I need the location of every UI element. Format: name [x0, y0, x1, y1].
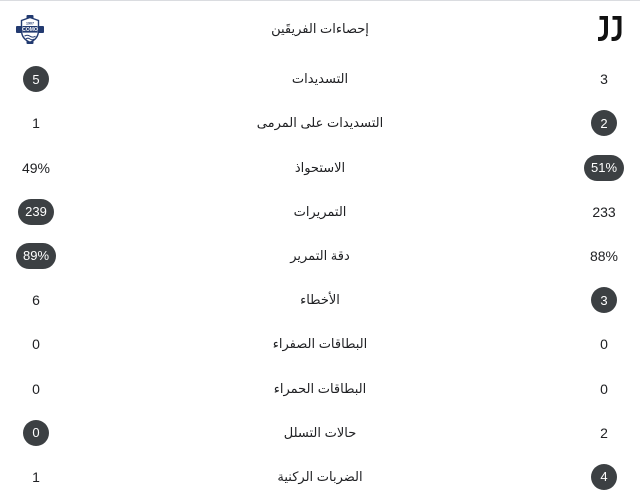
- right-value-text: 2: [600, 424, 608, 441]
- stat-label: البطاقات الصفراء: [272, 336, 368, 352]
- right-team-value: [568, 155, 640, 181]
- stat-row: [0, 411, 640, 455]
- right-team-value: [568, 464, 640, 490]
- stat-label: حالات التسلل: [283, 424, 357, 440]
- stat-label: التمريرات: [293, 203, 347, 219]
- stat-row: [0, 145, 640, 189]
- left-value-text: 49%: [21, 159, 51, 176]
- left-team-value: [0, 420, 72, 446]
- stat-label: التسديدات: [291, 71, 349, 87]
- stat-row: [0, 455, 640, 498]
- svg-text:COMO: COMO: [22, 26, 38, 33]
- right-team-value: [568, 287, 640, 313]
- right-value-text: 88%: [589, 247, 619, 264]
- left-team-value: [0, 66, 72, 92]
- stat-row: [0, 366, 640, 410]
- left-value-text: 6: [32, 292, 40, 309]
- right-value-text: 2: [591, 110, 617, 136]
- right-team-value: [568, 199, 640, 225]
- left-team-value: [0, 110, 72, 136]
- left-value-text: 0: [32, 336, 40, 353]
- left-value-text: 0: [32, 380, 40, 397]
- stats-rows: [0, 57, 640, 498]
- svg-text:1907: 1907: [26, 21, 34, 26]
- left-team-value: [0, 376, 72, 402]
- stat-label: التسديدات على المرمى: [256, 115, 384, 131]
- stat-row: [0, 234, 640, 278]
- stat-label: الاستحواذ: [294, 159, 346, 175]
- stat-row: [0, 190, 640, 234]
- right-value-text: 3: [591, 287, 617, 313]
- right-team-value: [568, 110, 640, 136]
- left-value-text: 239: [18, 199, 54, 225]
- right-value-text: 3: [600, 71, 608, 88]
- stat-row: [0, 57, 640, 101]
- stat-label: دقة التمرير: [290, 247, 350, 263]
- right-value-text: 4: [591, 464, 617, 490]
- left-team-value: [0, 287, 72, 313]
- right-value-text: 233: [592, 203, 616, 220]
- stats-header: [0, 1, 640, 57]
- right-team-value: [568, 420, 640, 446]
- left-value-text: 89%: [16, 243, 56, 269]
- left-team-value: [0, 243, 72, 269]
- left-value-text: 5: [23, 66, 49, 92]
- right-value-text: 0: [600, 336, 608, 353]
- left-team-value: [0, 331, 72, 357]
- right-team-value: [568, 66, 640, 92]
- juventus-logo-icon: [595, 14, 625, 45]
- stat-row: [0, 322, 640, 366]
- stat-label: البطاقات الحمراء: [273, 380, 367, 396]
- stat-label: الضربات الركنية: [277, 468, 363, 484]
- left-value-text: 1: [32, 115, 40, 132]
- left-team-value: [0, 199, 72, 225]
- stat-label: الأخطاء: [300, 292, 340, 308]
- left-value-text: 0: [23, 420, 49, 446]
- right-team-value: [568, 243, 640, 269]
- left-value-text: 1: [32, 468, 40, 485]
- left-team-value: [0, 464, 72, 490]
- left-team-value: [0, 155, 72, 181]
- right-team-value: [568, 376, 640, 402]
- right-team-value: [568, 331, 640, 357]
- stat-row: [0, 278, 640, 322]
- stats-title: إحصاءات الفريقَين: [271, 21, 369, 36]
- stat-row: [0, 101, 640, 145]
- right-value-text: 51%: [584, 155, 624, 181]
- como-crest-icon: [15, 14, 45, 45]
- right-value-text: 0: [600, 380, 608, 397]
